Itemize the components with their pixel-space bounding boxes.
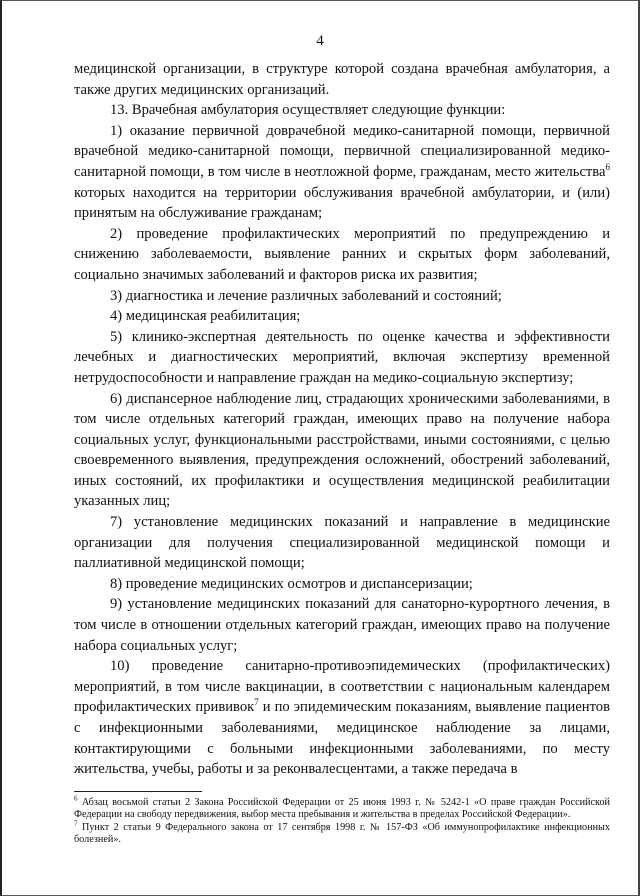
paragraph-section-13: 13. Врачебная амбулатория осуществляет следующие функции: [110, 102, 506, 119]
paragraph-function-7: 7) установление медицинских показаний и направление в медицинские организации для получения специализированной медицинской помощи и паллиативной медицинской помощи; [74, 514, 610, 572]
footnote-6 [74, 794, 610, 822]
paragraph-function-6: 6) диспансерное наблюдение лиц, страдающих хроническими заболеваниями, в том числе отдельных категорий граждан, имеющих право на получение набора социальных услуг, функциональными расстройствами, иными состояниями, с целью своевременного выявления, предупреждения осложнений, обострений заболеваний, иных состояний, их профилактики и осуществления медицинской реабилитации указанных лиц; [74, 390, 610, 510]
paragraph-function-10 [74, 656, 610, 780]
body-text [74, 59, 610, 780]
paragraph-function-3: 3) диагностика и лечение различных заболеваний и состояний; [110, 287, 502, 304]
paragraph-function-8: 8) проведение медицинских осмотров и диспансеризации; [110, 575, 473, 592]
footnote-number: 7 [74, 819, 78, 828]
paragraph-function-1 [74, 121, 610, 224]
paragraph-function-2: 2) проведение профилактических мероприятий по предупреждению и снижению заболеваемости, выявление ранних и скрытых форм заболеваний, социально значимых заболеваний и факторов риска их развития; [74, 225, 610, 283]
paragraph-text: которых находится на территории обслуживания врачебной амбулатории, и (или) принятым на обслуживание гражданам; [74, 184, 610, 222]
footnote-number: 6 [74, 794, 78, 803]
paragraph-function-9: 9) установление медицинских показаний для санаторно-курортного лечения, в том числе в отношении отдельных категорий граждан, имеющих право на получение набора социальных услуг; [74, 596, 610, 654]
footnote-text: Абзац восьмой статьи 2 Закона Российской Федерации от 25 июня 1993 г. № 5242-1 «О праве граждан Российской Федерации на свободу передвижения, выбор места пребывания и жительства в пределах Российской Федерации». [74, 797, 610, 821]
paragraph-function-4: 4) медицинская реабилитация; [110, 308, 301, 325]
page-number: 4 [316, 33, 324, 49]
paragraph-text: 1) оказание первичной доврачебной медико-санитарной помощи, первичной врачебной медико-санитарной помощи, первичной специализированной медико-санитарной помощи, в том числе в неотложной форме, гражданам, место жительства [74, 122, 610, 180]
paragraph-continuation: медицинской организации, в структуре которой создана врачебная амбулатория, а также других медицинских организаций. [74, 61, 610, 98]
footnote-text: Пункт 2 статьи 9 Федерального закона от 17 сентября 1998 г. № 157-ФЗ «Об иммунопрофилактике инфекционных болезней». [74, 821, 610, 846]
paragraph-function-5: 5) клинико-экспертная деятельность по оценке качества и эффективности лечебных и диагностических мероприятий, включая экспертизу временной нетрудоспособности и направление граждан на медико-социальную экспертизу; [74, 328, 610, 386]
footnote-ref-6: 6 [605, 162, 610, 173]
paragraph-text: и по эпидемическим показаниям, выявление пациентов с инфекционными заболеваниями, медицинское наблюдение за лицами, контактирующими с больными инфекционными заболеваниями, по месту жительства, учебы, работы и за реконвалесцентами, а также передача в [74, 699, 610, 778]
footnotes [74, 794, 610, 847]
footnote-ref-7: 7 [254, 697, 259, 708]
footnote-7 [74, 819, 610, 847]
paragraph-text: 10) проведение санитарно-противоэпидемических (профилактических) мероприятий, в том числе вакцинации, в соответствии с национальным календарем профилактических прививок [74, 658, 610, 716]
footnote-divider [74, 791, 202, 792]
